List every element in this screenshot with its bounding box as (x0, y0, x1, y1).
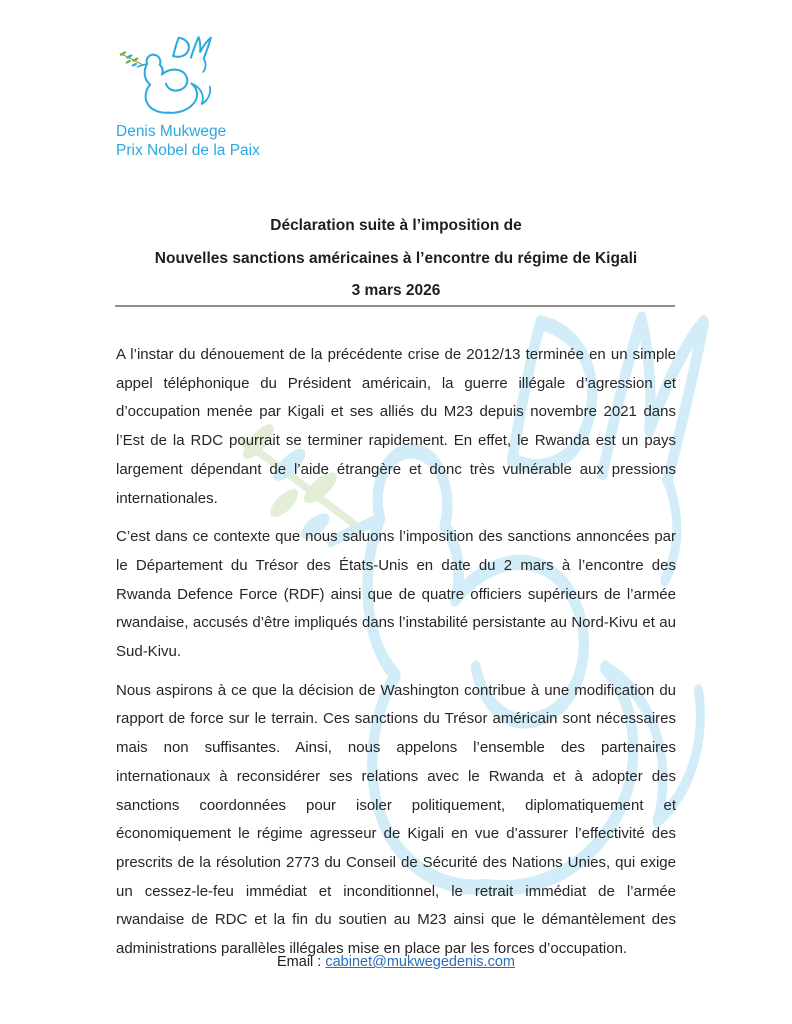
email-link[interactable]: cabinet@mukwegedenis.com (325, 954, 515, 970)
body-paragraph: Nous aspirons à ce que la décision de Washington contribue à une modification du rapport de force sur le terrain. Ces sanctions du Trésor américain sont nécessaires mais non suffisantes. Ainsi, nous appelons l’ensemble des partenaires internationaux à reconsidérer ses relations avec le Rwanda et à adopter des sanctions coordonnées pour isoler politiquement, diplomatiquement et économiquement le régime agresseur de Kigali en vue d’assurer l’effectivité des prescrits de la résolution 2773 du Conseil de Sécurité des Nations Unies, qui exige un cessez-le-feu immédiat et inconditionnel, le retrait immédiat de l’armée rwandaise de RDC et la fin du soutien au M23 ainsi que le démantèlement des administrations parallèles illégales mise en place par les forces d’occupation. (116, 681, 676, 958)
logo-subtitle: Prix Nobel de la Paix (116, 142, 260, 159)
body-paragraph: C’est dans ce contexte que nous saluons l’imposition des sanctions annoncées par le Département du Trésor des États-Unis en date du 2 mars à l’encontre des Rwanda Defence Force (RDF) ainsi que de quatre officiers supérieurs de l’armée rwandaise, accusés d’être impliqués dans l’instabilité persistante au Nord-Kivu et au Sud-Kivu. (116, 528, 676, 661)
document-title-date: 3 mars 2026 (351, 282, 441, 299)
document-title-line-1: Déclaration suite à l’imposition de (270, 217, 522, 234)
document-title (58, 210, 734, 308)
document-title-line-2: Nouvelles sanctions américaines à l’encontre du régime de Kigali (154, 249, 638, 267)
header-logo-block (116, 34, 260, 160)
email-label: Email : (277, 954, 326, 970)
title-divider (115, 305, 675, 307)
document-body (116, 341, 676, 974)
dove-logo-icon (116, 34, 218, 121)
logo-name: Denis Mukwege (116, 123, 227, 140)
footer (0, 954, 792, 970)
body-paragraph: A l’instar du dénouement de la précédente crise de 2012/13 terminée en un simple appel téléphonique du Président américain, la guerre illégale d’agression et d’occupation menée par Kigali et ses alliés du M23 depuis novembre 2021 dans l’Est de la RDC pourrait se terminer rapidement. En effet, le Rwanda est un pays largement dépendant de l’aide étrangère et donc très vulnérable aux pressions internationales. (116, 346, 676, 507)
